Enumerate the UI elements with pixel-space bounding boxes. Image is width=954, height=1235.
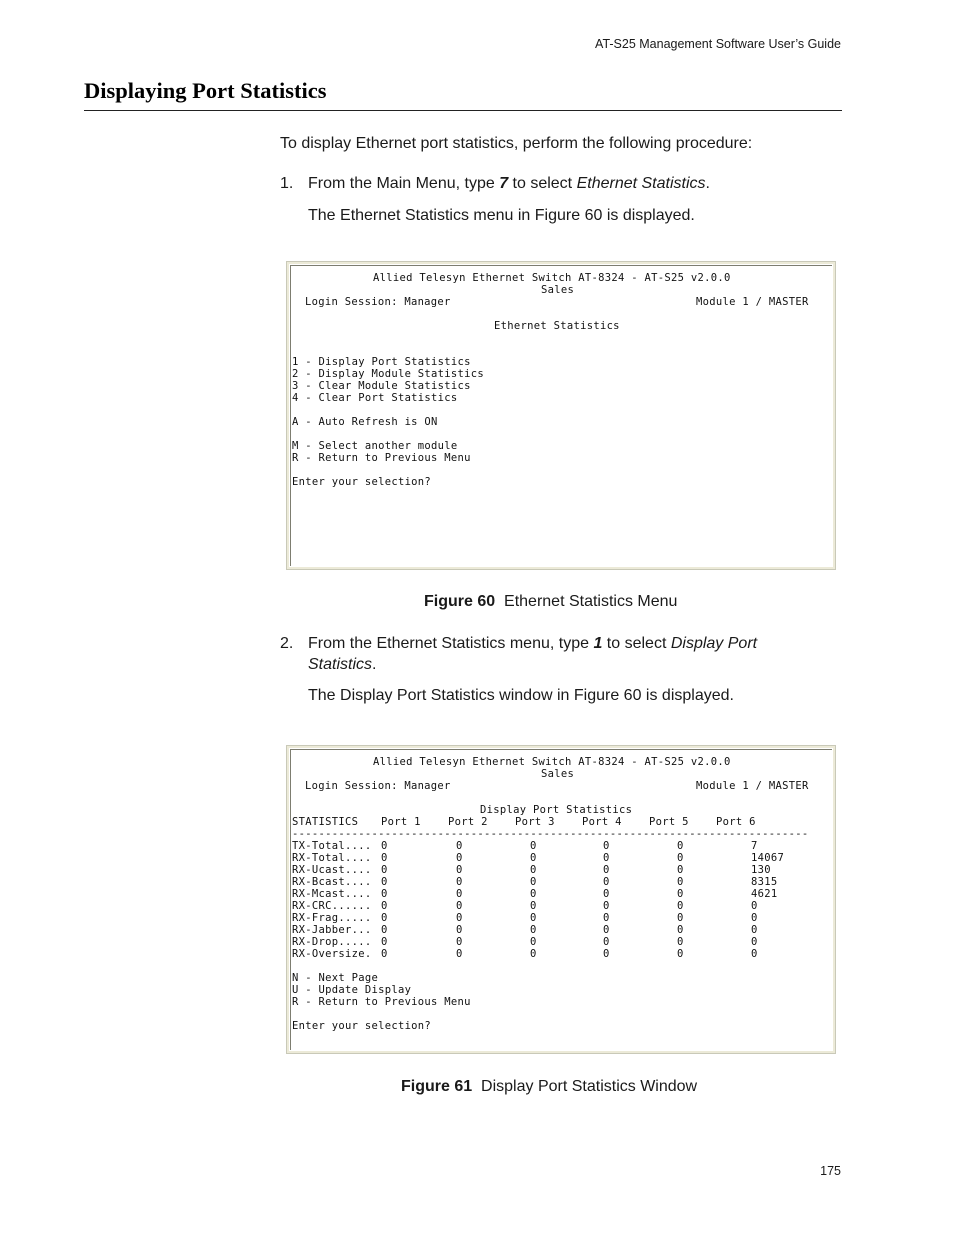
window-title: Display Port Statistics (480, 804, 633, 816)
statistic-label: RX-Bcast.... (292, 876, 372, 888)
statistic-label: RX-Ucast.... (292, 864, 372, 876)
statistic-value: 0 (677, 948, 684, 960)
statistic-value: 0 (530, 936, 537, 948)
statistic-value: 0 (603, 852, 610, 864)
statistic-value: 0 (751, 912, 758, 924)
auto-refresh-option: A - Auto Refresh is ON (292, 416, 438, 428)
statistic-label: TX-Total.... (292, 840, 372, 852)
statistic-value: 0 (677, 852, 684, 864)
menu-option: N - Next Page (292, 972, 379, 984)
terminal-login-session: Login Session: Manager (305, 780, 451, 792)
statistic-value: 0 (603, 864, 610, 876)
step-2-target: Display Port (670, 635, 758, 652)
figure-61-caption (401, 1078, 697, 1096)
statistic-value: 0 (603, 948, 610, 960)
step-2-key: 1 (593, 635, 603, 652)
statistic-value: 0 (381, 924, 388, 936)
statistic-value: 0 (381, 876, 388, 888)
statistic-value: 0 (530, 924, 537, 936)
statistic-value: 14067 (751, 852, 785, 864)
step-2-target-cont: Statistics (308, 656, 373, 673)
statistic-label: RX-Jabber... (292, 924, 372, 936)
column-header: Port 1 (381, 816, 421, 828)
statistic-value: 0 (381, 888, 388, 900)
statistic-value: 0 (456, 852, 463, 864)
statistic-value: 0 (603, 912, 610, 924)
figure-61-label: Figure 61 (401, 1078, 473, 1095)
statistic-value: 0 (603, 888, 610, 900)
column-header: Port 2 (448, 816, 488, 828)
step-1-number: 1. (280, 175, 294, 192)
terminal-prompt: Enter your selection? (292, 1020, 432, 1032)
statistic-value: 0 (456, 936, 463, 948)
statistic-value: 0 (530, 864, 537, 876)
statistic-value: 0 (677, 912, 684, 924)
statistic-value: 0 (603, 876, 610, 888)
statistic-value: 0 (456, 864, 463, 876)
statistic-value: 0 (751, 924, 758, 936)
column-header: Port 4 (582, 816, 622, 828)
figure-60-caption-text: Ethernet Statistics Menu (504, 593, 678, 610)
statistic-value: 0 (677, 876, 684, 888)
column-header: Port 6 (716, 816, 756, 828)
statistic-label: RX-CRC...... (292, 900, 372, 912)
table-divider: ------------------------------------------------------------------------------ (292, 828, 809, 840)
figure-60-caption (424, 593, 677, 611)
statistic-label: RX-Total.... (292, 852, 372, 864)
terminal-system-name: Sales (541, 284, 575, 296)
step-1-result: The Ethernet Statistics menu in Figure 60 is displayed. (308, 207, 695, 224)
figure-60-terminal (286, 261, 836, 570)
statistic-label: RX-Frag..... (292, 912, 372, 924)
statistic-value: 0 (456, 900, 463, 912)
statistic-value: 0 (677, 864, 684, 876)
statistic-label: RX-Drop..... (292, 936, 372, 948)
page-number: 175 (820, 1164, 841, 1178)
step-2-instruction (308, 633, 818, 675)
figure-61-terminal (286, 745, 836, 1054)
section-title: Displaying Port Statistics (84, 78, 327, 103)
step-2-pre: From the Ethernet Statistics menu, type (308, 635, 594, 652)
statistic-value: 0 (603, 900, 610, 912)
statistic-value: 0 (677, 936, 684, 948)
column-header: Port 5 (649, 816, 689, 828)
statistic-value: 0 (381, 864, 388, 876)
statistic-value: 0 (381, 948, 388, 960)
statistic-value: 0 (751, 936, 758, 948)
step-2-mid: to select (602, 635, 671, 652)
section-divider (84, 110, 842, 111)
statistic-value: 0 (751, 948, 758, 960)
statistic-value: 0 (381, 840, 388, 852)
statistic-value: 7 (751, 840, 758, 852)
statistic-value: 0 (530, 888, 537, 900)
statistic-value: 8315 (751, 876, 778, 888)
statistic-value: 0 (381, 936, 388, 948)
terminal-login-session: Login Session: Manager (305, 296, 451, 308)
statistic-value: 0 (456, 876, 463, 888)
column-header: Port 3 (515, 816, 555, 828)
terminal-module: Module 1 / MASTER (696, 296, 809, 308)
statistic-value: 0 (456, 924, 463, 936)
menu-option: 4 - Clear Port Statistics (292, 392, 458, 404)
statistic-value: 0 (456, 948, 463, 960)
menu-option: 1 - Display Port Statistics (292, 356, 471, 368)
menu-option: M - Select another module (292, 440, 458, 452)
terminal-title-line: Allied Telesyn Ethernet Switch AT-8324 - AT-S25 v2.0.0 (373, 272, 731, 284)
statistic-value: 0 (530, 900, 537, 912)
statistic-value: 0 (530, 840, 537, 852)
statistic-value: 0 (456, 840, 463, 852)
step-2-number: 2. (280, 635, 294, 652)
statistic-value: 0 (677, 900, 684, 912)
step-1-target: Ethernet Statistics (576, 175, 706, 192)
step-1-pre: From the Main Menu, type (308, 175, 500, 192)
intro-paragraph: To display Ethernet port statistics, perform the following procedure: (280, 135, 753, 152)
terminal-title-line: Allied Telesyn Ethernet Switch AT-8324 - AT-S25 v2.0.0 (373, 756, 731, 768)
statistic-value: 0 (456, 912, 463, 924)
terminal-system-name: Sales (541, 768, 575, 780)
figure-61-screen (290, 749, 832, 1050)
terminal-module: Module 1 / MASTER (696, 780, 809, 792)
statistic-value: 0 (381, 912, 388, 924)
statistic-value: 0 (603, 840, 610, 852)
menu-option: U - Update Display (292, 984, 412, 996)
statistic-value: 130 (751, 864, 771, 876)
statistic-value: 0 (751, 900, 758, 912)
step-2-result: The Display Port Statistics window in Figure 60 is displayed. (308, 687, 734, 704)
statistic-value: 0 (456, 888, 463, 900)
terminal-prompt: Enter your selection? (292, 476, 432, 488)
figure-60-screen (290, 265, 832, 566)
statistic-value: 0 (530, 852, 537, 864)
statistic-value: 0 (530, 948, 537, 960)
statistic-value: 0 (381, 852, 388, 864)
menu-option: 2 - Display Module Statistics (292, 368, 485, 380)
statistic-value: 4621 (751, 888, 778, 900)
menu-option: R - Return to Previous Menu (292, 996, 471, 1008)
step-1-mid: to select (508, 175, 577, 192)
statistic-value: 0 (677, 840, 684, 852)
statistic-value: 0 (530, 876, 537, 888)
terminal-menu-title: Ethernet Statistics (494, 320, 620, 332)
statistic-label: RX-Oversize. (292, 948, 372, 960)
column-header: STATISTICS (292, 816, 359, 828)
step-1-key: 7 (499, 175, 509, 192)
statistic-value: 0 (677, 924, 684, 936)
statistic-value: 0 (603, 936, 610, 948)
step-2-post: . (372, 656, 377, 673)
menu-option: R - Return to Previous Menu (292, 452, 471, 464)
step-1-instruction (308, 173, 818, 194)
running-head: AT-S25 Management Software User’s Guide (595, 37, 841, 51)
statistic-value: 0 (677, 888, 684, 900)
figure-61-caption-text: Display Port Statistics Window (481, 1078, 698, 1095)
statistic-label: RX-Mcast.... (292, 888, 372, 900)
statistic-value: 0 (530, 912, 537, 924)
menu-option: 3 - Clear Module Statistics (292, 380, 471, 392)
figure-60-label: Figure 60 (424, 593, 496, 610)
statistic-value: 0 (603, 924, 610, 936)
statistic-value: 0 (381, 900, 388, 912)
step-1-post: . (705, 175, 710, 192)
